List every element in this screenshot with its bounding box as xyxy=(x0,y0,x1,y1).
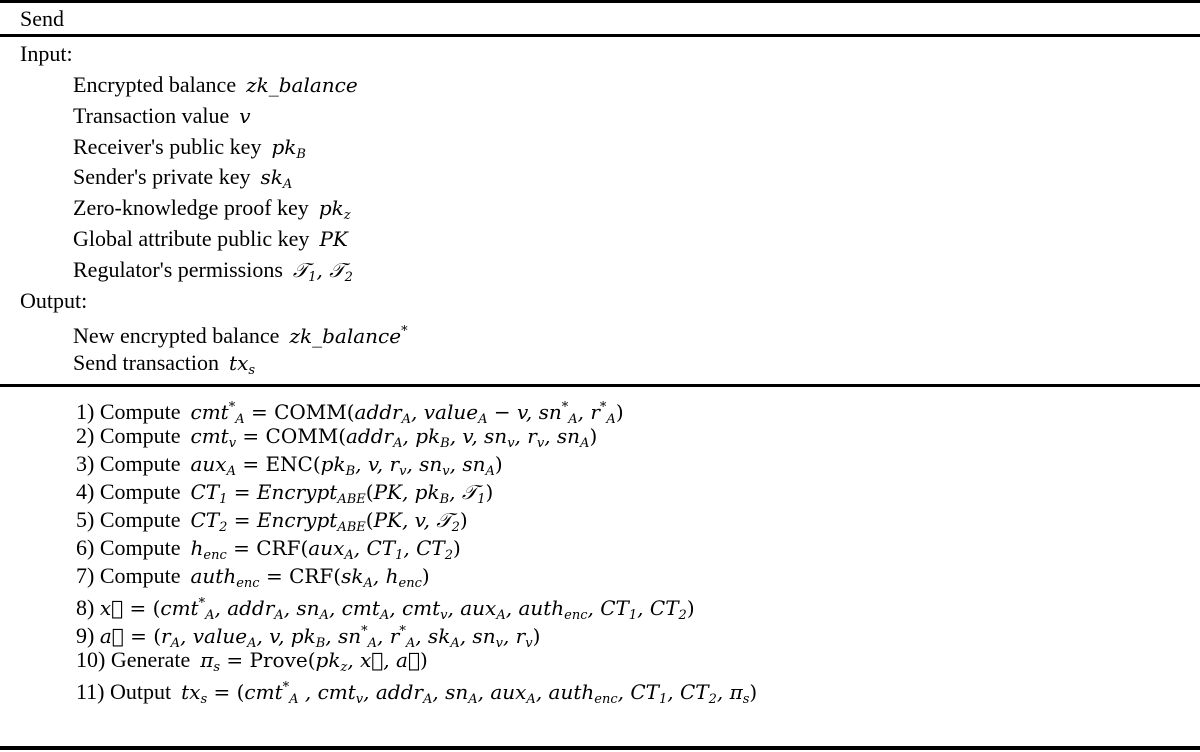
step-number: 10) xyxy=(76,647,106,672)
output-label: Send transaction xyxy=(73,350,220,375)
step-number: 7) xyxy=(76,563,95,588)
output-item-send-tx xyxy=(73,349,255,385)
step-number: 5) xyxy=(76,507,95,532)
input-label: Encrypted balance xyxy=(73,72,237,97)
input-heading: Input: xyxy=(20,41,73,66)
input-item-regulator-permissions xyxy=(73,256,353,292)
step-expression: $aux_A = ENC(pk_B$, v, $r_v$, $sn_v$, $sn_A$) xyxy=(190,452,503,479)
section-rule xyxy=(0,384,1200,387)
step-expression: $\pi_s$ = $Prove(pk_z$, x⃗, a⃗) xyxy=(200,648,428,675)
step-expression: $tx_s = (cmt^*_A$ , cmt$_v$, addr$_A$, $sn_A$, aux$_A$, auth$_{enc}$, $CT_1$, $CT_2$, $\pi_s$) xyxy=(181,680,758,707)
step-verb: Compute xyxy=(99,479,181,504)
input-item-encrypted-balance xyxy=(73,71,358,99)
math-zk-balance: zk_balance xyxy=(246,73,358,97)
math-pk-z: $pk_z$ xyxy=(318,196,351,223)
title-rule xyxy=(0,34,1200,37)
input-label: Transaction value xyxy=(73,103,230,128)
math-v: v xyxy=(239,104,251,128)
math-zk-balance-star: zk_balance* xyxy=(289,324,408,348)
step-verb: Compute xyxy=(99,507,181,532)
step-verb: Compute xyxy=(99,399,181,424)
algorithm-title: Send xyxy=(20,6,64,31)
step-number: 6) xyxy=(76,535,95,560)
math-tx-s: $tx_s$ xyxy=(229,351,256,378)
input-label: Sender's private key xyxy=(73,164,251,189)
output-label: New encrypted balance xyxy=(73,323,280,348)
step-expression: $CT_1$ = Encrypt$_{ABE}$(PK, $pk_B$, 𝒯$_1$) xyxy=(190,480,494,507)
step-expression: x⃗ = (cmt*$_A$, addr$_A$, $sn_A$, cmt$_A$, cmt$_v$, aux$_A$, auth$_{enc}$, $CT_1$, $CT_2$) xyxy=(99,596,695,623)
step-expression: a⃗ = ($r_A$, value$_A$, v, $pk_B$, $sn^*_A$, $r^*_A$, $sk_A$, $sn_v$, $r_v$) xyxy=(99,624,541,651)
step-expression: $CT_2$ = Encrypt$_{ABE}$(PK, v, 𝒯$_2$) xyxy=(190,508,468,535)
step-expression: cmt*$_A$ = COMM(addr$_A$, value$_A$ − v, $sn^*_A$, $r^*_A$) xyxy=(190,400,624,427)
step-number: 2) xyxy=(76,423,95,448)
math-sk-a: $sk_A$ xyxy=(260,165,293,192)
input-label: Zero-knowledge proof key xyxy=(73,195,309,220)
step-expression: auth$_{enc}$ = $CRF(sk_A$, $h_{enc}$) xyxy=(190,564,430,591)
step-expression: cmt$_v$ = COMM(addr$_A$, $pk_B$, v, $sn_v$, $r_v$, $sn_A$) xyxy=(190,424,598,451)
input-label: Regulator's permissions xyxy=(73,257,283,282)
step-number: 3) xyxy=(76,451,95,476)
step-verb: Compute xyxy=(99,563,181,588)
math-pk-b: $pk_B$ xyxy=(271,135,306,162)
step-verb: Compute xyxy=(99,451,181,476)
input-label: Receiver's public key xyxy=(73,134,262,159)
step-number: 8) xyxy=(76,595,95,620)
math-T1-T2: 𝒯$_1$, 𝒯$_2$ xyxy=(292,258,353,285)
step-number: 11) xyxy=(76,679,105,704)
step-number: 4) xyxy=(76,479,95,504)
step-number: 9) xyxy=(76,623,95,648)
bottom-rule xyxy=(0,746,1200,750)
output-item-new-balance xyxy=(73,318,408,350)
step-verb: Compute xyxy=(99,423,181,448)
step-verb: Generate xyxy=(110,647,191,672)
top-rule xyxy=(0,0,1200,3)
step-expression: $h_{enc} = CRF(aux_A$, $CT_1$, $CT_2$) xyxy=(190,536,461,563)
step-verb: Output xyxy=(110,679,172,704)
math-PK: PK xyxy=(319,227,348,251)
input-label: Global attribute public key xyxy=(73,226,310,251)
input-item-global-pk xyxy=(73,225,348,253)
output-heading: Output: xyxy=(20,288,88,313)
step-11 xyxy=(76,674,757,714)
step-number: 1) xyxy=(76,399,95,424)
step-verb: Compute xyxy=(99,535,181,560)
input-item-transaction-value xyxy=(73,102,251,130)
